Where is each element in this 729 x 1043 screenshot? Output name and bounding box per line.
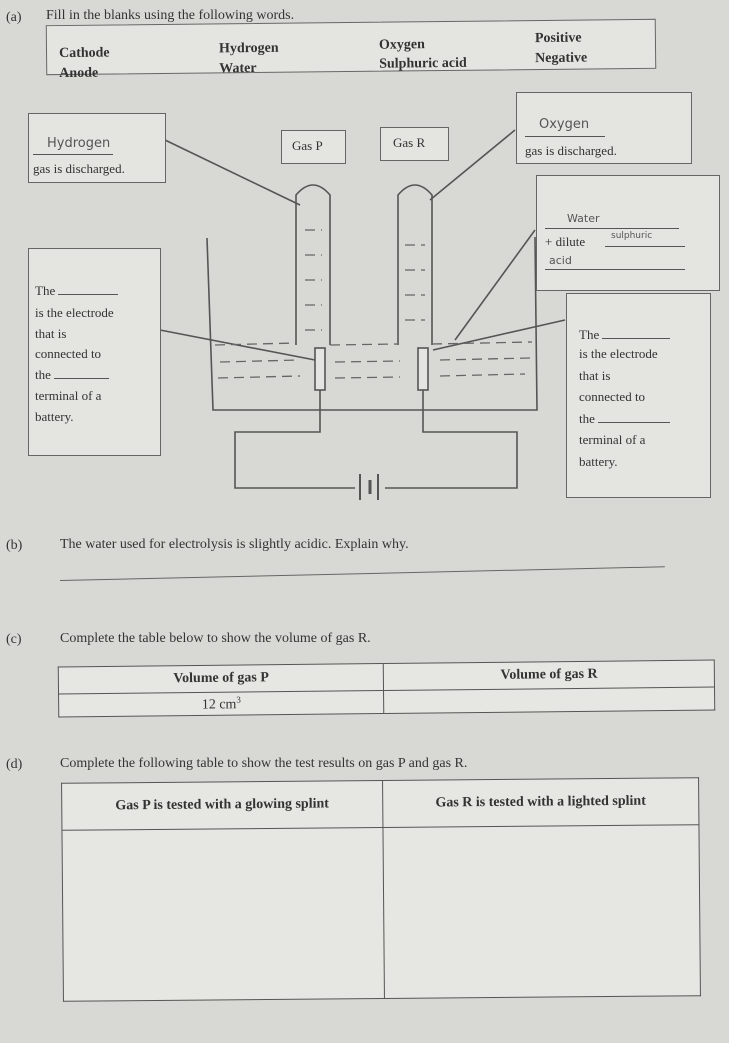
right-electrode-line-1 (579, 327, 670, 343)
electrolyte-answer-1: Water (567, 212, 600, 225)
electrolyte-answer-3: acid (549, 254, 572, 267)
right-electrode-line-6: terminal of a (579, 432, 646, 447)
anode-electrode (418, 348, 428, 390)
pointer-line-gas-p (165, 140, 300, 205)
liquid-level-dashes (215, 230, 532, 378)
right-electrode-line-4: connected to (579, 389, 646, 404)
left-electrode-line-7: battery. (35, 409, 74, 424)
gas-test-table (61, 777, 701, 1002)
left-electrode-line-5 (35, 367, 109, 383)
cell-gas-r-result[interactable] (383, 825, 701, 999)
part-c-question: Complete the table below to show the volume of gas R. (60, 631, 371, 646)
part-b-question: The water used for electrolysis is slightly acidic. Explain why. (60, 537, 409, 552)
right-electrode-line-2: is the electrode (579, 346, 658, 361)
header-gas-r-test: Gas R is tested with a lighted splint (382, 778, 699, 828)
word-negative: Negative (535, 50, 588, 67)
part-d-question: Complete the following table to show the test results on gas P and gas R. (60, 756, 468, 771)
gas-p-box (281, 130, 346, 164)
gas-r-box (380, 127, 449, 161)
text: the (579, 411, 595, 426)
blank (58, 294, 118, 295)
answer-line (525, 136, 605, 137)
word-anode: Anode (59, 65, 99, 82)
header-gas-p-test: Gas P is tested with a glowing splint (62, 780, 383, 830)
answer-line (545, 269, 685, 270)
word-water: Water (219, 60, 257, 77)
tube-gas-r (398, 185, 432, 345)
left-gas-text: gas is discharged. (33, 161, 125, 176)
wire-left (235, 390, 355, 488)
right-gas-box (516, 92, 692, 164)
answer-line (605, 246, 685, 247)
right-electrode-line-5 (579, 411, 670, 427)
right-electrode-line-3: that is (579, 368, 611, 383)
gas-volume-table (58, 660, 715, 718)
cell-gas-p-result[interactable] (62, 827, 384, 1001)
part-d-label: (d) (6, 757, 23, 772)
pointer-line-electrolyte (455, 230, 535, 340)
word-hydrogen: Hydrogen (218, 40, 279, 57)
right-gas-text: gas is discharged. (525, 143, 617, 158)
electrolyte-text: + dilute (545, 234, 586, 249)
beaker (207, 237, 537, 410)
pointer-line-right-electrode (433, 320, 565, 350)
left-electrode-box (28, 248, 161, 456)
gas-r-label: Gas R (393, 135, 426, 150)
cell-volume-gas-p (59, 691, 385, 717)
word-positive: Positive (534, 30, 582, 47)
right-electrode-line-7: battery. (579, 454, 618, 469)
cathode-electrode (315, 348, 325, 390)
right-gas-answer: Oxygen (539, 117, 590, 132)
electrolyte-answer-2: sulphuric (611, 231, 653, 241)
volume-unit-exponent: 3 (236, 694, 241, 705)
left-electrode-line-6: terminal of a (35, 388, 102, 403)
answer-line (545, 228, 679, 229)
left-electrode-line-3: that is (35, 326, 67, 341)
gas-p-label: Gas P (292, 138, 323, 153)
left-electrode-line-4: connected to (35, 346, 102, 361)
volume-value: 12 cm (201, 696, 237, 713)
tube-gas-p (296, 185, 330, 345)
blank (598, 422, 670, 423)
word-sulphuric-acid: Sulphuric acid (379, 55, 467, 72)
text: the (35, 367, 51, 382)
header-volume-gas-p: Volume of gas P (58, 664, 384, 694)
header-volume-gas-r: Volume of gas R (384, 660, 715, 690)
word-oxygen: Oxygen (378, 37, 425, 53)
blank (602, 338, 670, 339)
part-b-label: (b) (6, 538, 23, 553)
word-cathode: Cathode (58, 45, 110, 62)
left-gas-answer: Hydrogen (47, 136, 111, 151)
answer-line (33, 154, 113, 155)
left-gas-box (28, 113, 166, 183)
cell-volume-gas-r[interactable] (384, 687, 715, 713)
left-electrode-line-2: is the electrode (35, 305, 114, 320)
text: The (35, 283, 56, 298)
electrolyte-box (536, 175, 720, 291)
blank (54, 378, 109, 379)
right-electrode-box (566, 293, 711, 498)
wire-right (385, 390, 517, 488)
text: The (579, 327, 600, 342)
part-c-label: (c) (6, 632, 22, 647)
part-a-label: (a) (6, 10, 22, 25)
left-electrode-line-1 (35, 283, 118, 299)
part-a-instruction: Fill in the blanks using the following words. (46, 8, 295, 23)
